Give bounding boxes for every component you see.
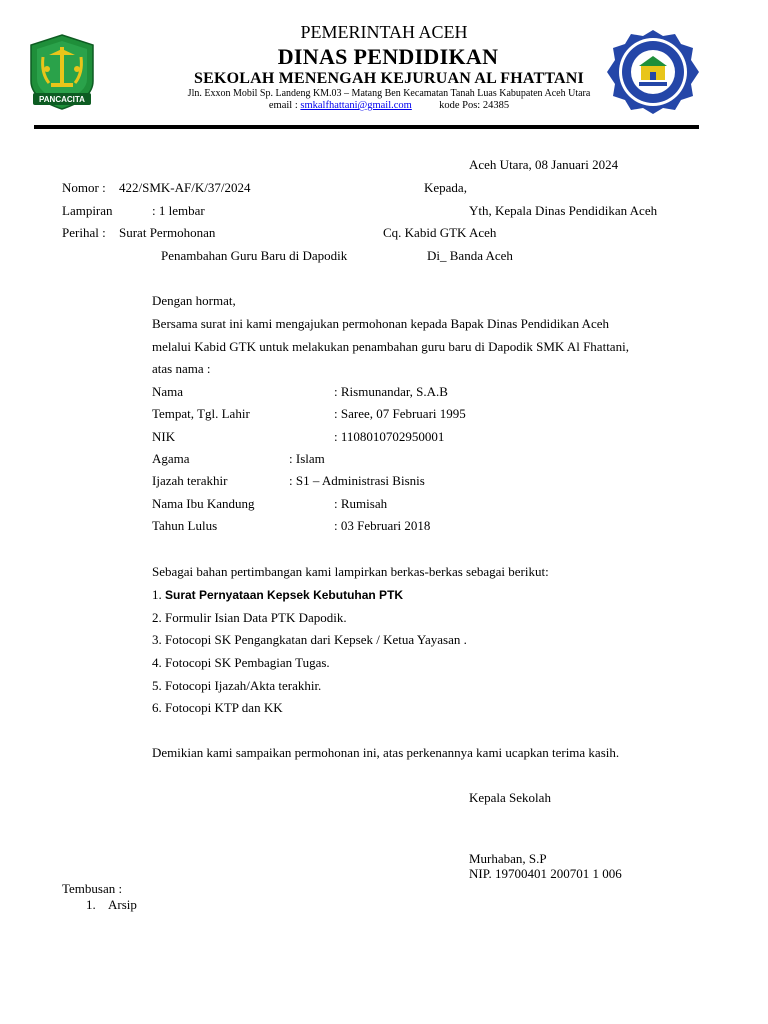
attachment-text: Fotocopi KTP dan KK [165, 700, 283, 715]
attachment-number: 5. [152, 678, 162, 693]
lampiran-value: : 1 lembar [152, 203, 205, 218]
salutation: Dengan hormat, [152, 293, 236, 308]
destination-city: Di_ Banda Aceh [427, 248, 513, 263]
field-label: Nama [152, 384, 184, 399]
attachment-item [152, 587, 403, 603]
perihal-value: Surat Permohonan [119, 225, 216, 240]
attachment-item [152, 700, 283, 716]
field-label: NIK [152, 429, 176, 444]
place-date: Aceh Utara, 08 Januari 2024 [469, 157, 619, 172]
nomor-label: Nomor : [62, 180, 106, 195]
postal-code: kode Pos: 24385 [439, 100, 510, 111]
attachment-text: Formulir Isian Data PTK Dapodik. [165, 610, 347, 625]
attachment-item [152, 678, 321, 694]
attachment-number: 4. [152, 655, 162, 670]
field-value: : 03 Februari 2018 [334, 518, 431, 533]
attachment-number: 3. [152, 632, 162, 647]
attachment-item [152, 655, 330, 671]
header-agency: DINAS PENDIDIKAN [277, 44, 499, 69]
header-school-name: SEKOLAH MENENGAH KEJURUAN AL FHATTANI [194, 70, 584, 87]
addressee: Yth, Kepala Dinas Pendidikan Aceh [469, 203, 658, 218]
header-government: PEMERINTAH ACEH [300, 22, 468, 42]
email-label: email : [268, 100, 298, 111]
signer-name: Murhaban, S.P [469, 851, 547, 866]
attachment-text: Surat Pernyataan Kepsek Kebutuhan PTK [165, 588, 404, 602]
signer-nip: NIP. 19700401 200701 1 006 [469, 866, 622, 881]
attachment-text: Fotocopi SK Pengangkatan dari Kepsek / Ketua Yayasan . [165, 632, 467, 647]
attachment-number: 6. [152, 700, 162, 715]
lampiran-label: Lampiran [62, 203, 113, 218]
attachment-item [152, 632, 467, 648]
field-label: Tahun Lulus [152, 518, 218, 533]
pancacita-label: PANCACITA [39, 95, 85, 104]
nomor-value: 422/SMK-AF/K/37/2024 [119, 180, 251, 195]
cc-item-number: 1. [86, 897, 96, 912]
field-label: Tempat, Tgl. Lahir [152, 406, 250, 421]
field-value: : S1 – Administrasi Bisnis [289, 473, 425, 488]
field-value: : Islam [289, 451, 325, 466]
attachment-number: 1. [152, 587, 162, 602]
field-label: Agama [152, 451, 190, 466]
paragraph-line: Bersama surat ini kami mengajukan permohonan kepada Bapak Dinas Pendidikan Aceh [152, 316, 610, 331]
letterhead-divider [34, 125, 699, 129]
kepada: Kepada, [424, 180, 467, 195]
cc-label: Tembusan : [62, 881, 123, 896]
header-address: Jln. Exxon Mobil Sp. Landeng KM.03 – Matang Ben Kecamatan Tanah Luas Kabupaten Aceh Utara [187, 88, 591, 99]
cq-line: Cq. Kabid GTK Aceh [383, 225, 497, 240]
attachment-text: Fotocopi Ijazah/Akta terakhir. [165, 678, 322, 693]
field-value: : 1108010702950001 [334, 429, 445, 444]
paragraph-line: melalui Kabid GTK untuk melakukan penambahan guru baru di Dapodik SMK Al Fhattani, [152, 339, 629, 354]
email-link[interactable]: smkalfhattani@gmail.com [300, 100, 412, 111]
closing-sentence: Demikian kami sampaikan permohonan ini, atas perkenannya kami ucapkan terima kasih. [152, 745, 620, 760]
field-label: Ijazah terakhir [152, 473, 228, 488]
field-label: Nama Ibu Kandung [152, 496, 255, 511]
field-value: : Rismunandar, S.A.B [334, 384, 448, 399]
header-contact [0, 100, 768, 111]
paragraph-line: atas nama : [152, 361, 211, 376]
field-value: : Saree, 07 Februari 1995 [334, 406, 466, 421]
attachment-number: 2. [152, 610, 162, 625]
perihal-value-2: Penambahan Guru Baru di Dapodik [161, 248, 348, 263]
field-value: : Rumisah [334, 496, 388, 511]
attachment-item [152, 610, 347, 626]
signer-title: Kepala Sekolah [469, 790, 551, 805]
attachment-text: Fotocopi SK Pembagian Tugas. [165, 655, 330, 670]
attachments-intro: Sebagai bahan pertimbangan kami lampirkan berkas-berkas sebagai berikut: [152, 564, 549, 579]
perihal-label: Perihal : [62, 225, 106, 240]
cc-item-text: Arsip [108, 897, 137, 912]
